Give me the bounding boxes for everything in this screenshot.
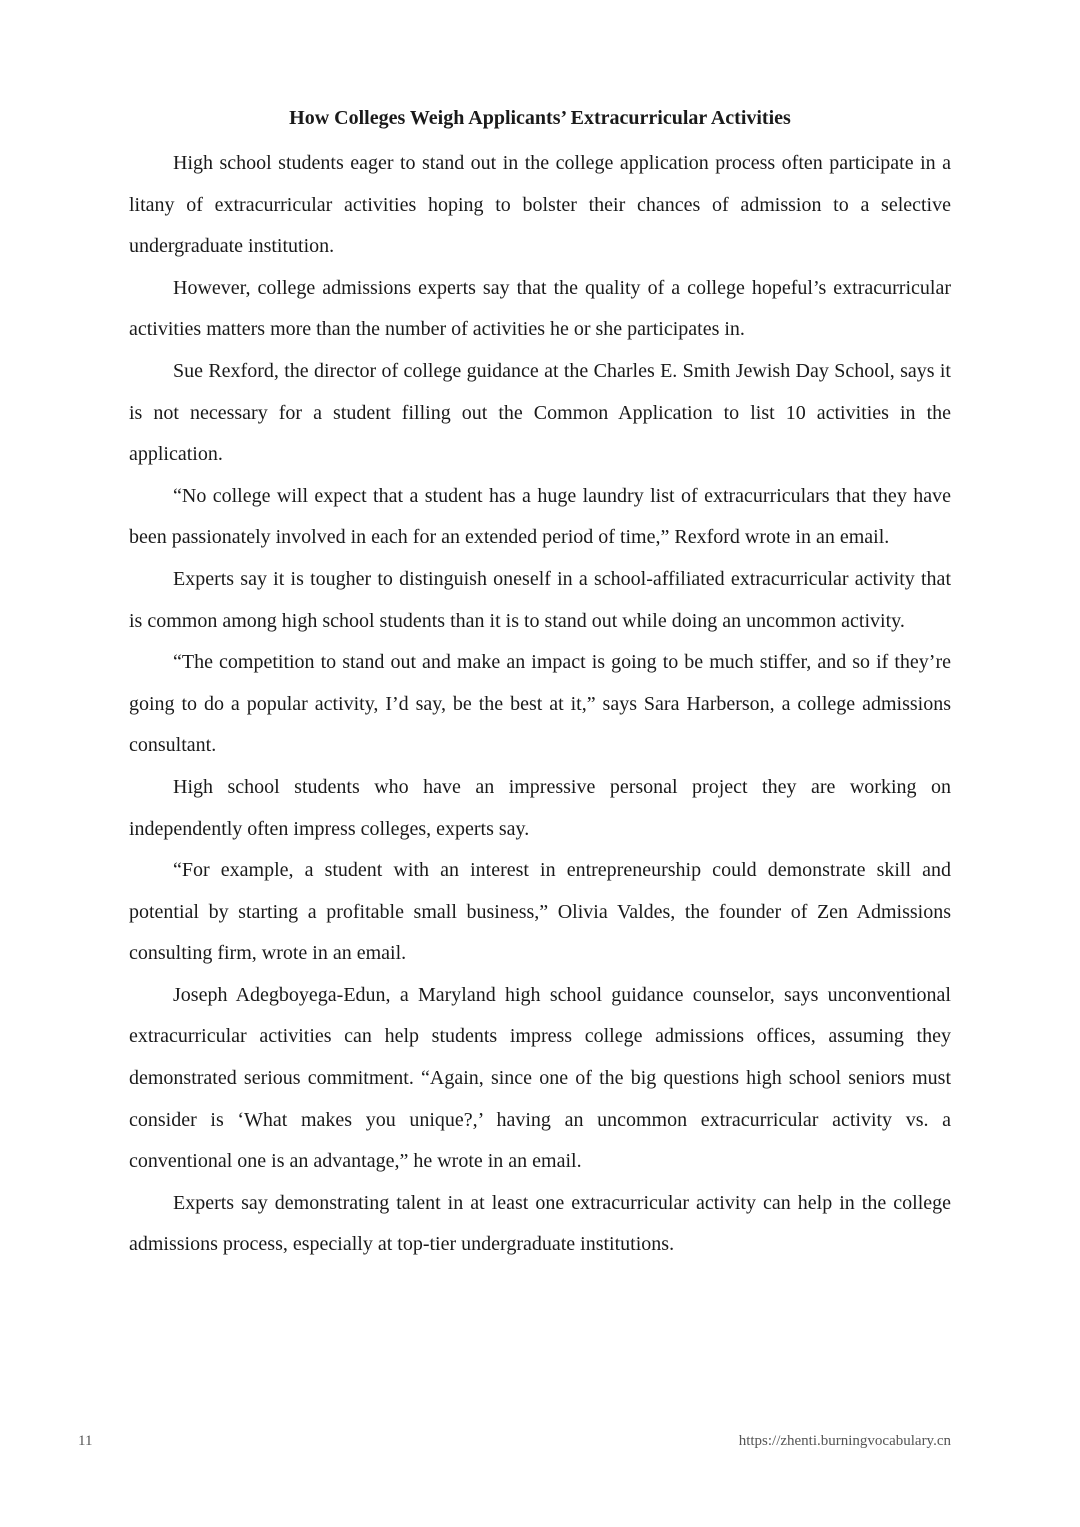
paragraph: Sue Rexford, the director of college guidance at the Charles E. Smith Jewish Day School, says it is not necessary for a student filling out the Common Application to list 10 activities in the application. [129,359,951,466]
paragraph: However, college admissions experts say that the quality of a college hopeful’s extracurricular activities matters more than the number of activities he or she participates in. [129,276,951,341]
paragraph: Joseph Adegboyega-Edun, a Maryland high school guidance counselor, says unconventional extracurricular activities can help students impress college admissions offices, assuming they demonstrated serious commitment. “Again, since one of the big questions high school seniors must consider is ‘What makes you unique?,’ having an uncommon extracurricular activity vs. a conventional one is an advantage,” he wrote in an email. [129,983,951,1173]
article-title: How Colleges Weigh Applicants’ Extracurricular Activities [289,107,791,129]
page-number: 11 [78,1433,93,1449]
paragraph: “No college will expect that a student has a huge laundry list of extracurriculars that they have been passionately involved in each for an extended period of time,” Rexford wrote in an email. [129,484,951,549]
paragraph: Experts say it is tougher to distinguish oneself in a school-affiliated extracurricular activity that is common among high school students than it is to stand out while doing an uncommon activity. [129,567,951,632]
article-body [129,143,951,1266]
paragraph: High school students eager to stand out in the college application process often participate in a litany of extracurricular activities hoping to bolster their chances of admission to a selective undergraduate institution. [129,152,951,258]
paragraph: “For example, a student with an interest in entrepreneurship could demonstrate skill and potential by starting a profitable small business,” Olivia Valdes, the founder of Zen Admissions consulting firm, wrote in an email. [129,859,951,965]
paragraph: High school students who have an impressive personal project they are working on independently often impress colleges, experts say. [129,775,951,840]
footer-url: https://zhenti.burningvocabulary.cn [738,1433,951,1449]
paragraph: “The competition to stand out and make an impact is going to be much stiffer, and so if they’re going to do a popular activity, I’d say, be the best at it,” says Sara Harberson, a college admissions consultant. [129,651,951,757]
paragraph: Experts say demonstrating talent in at least one extracurricular activity can help in the college admissions process, especially at top-tier undergraduate institutions. [129,1191,951,1256]
